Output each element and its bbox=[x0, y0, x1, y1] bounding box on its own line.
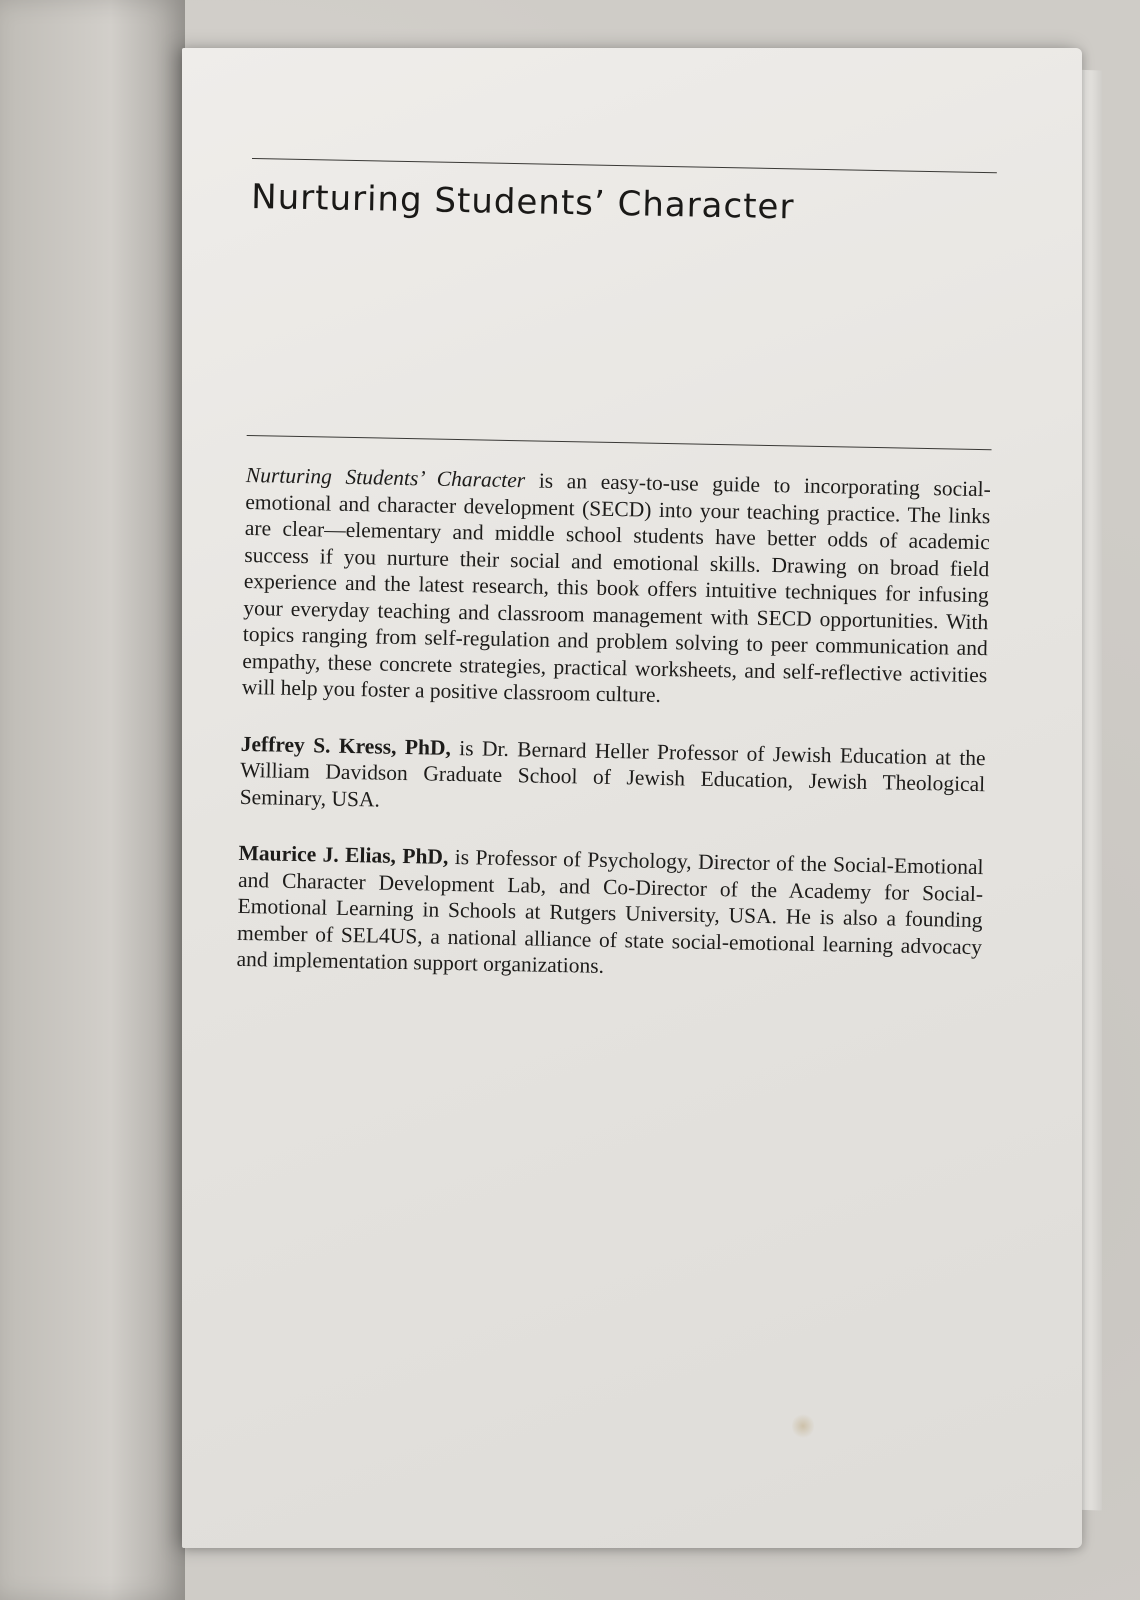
author-bio-text: is Dr. Bernard Heller Professor of Jewish Education at the William Davidson Graduate School of Jewish Education, Jewish Theological Seminary, USA. bbox=[239, 735, 986, 812]
page-title: Nurturing Students’ Character bbox=[250, 176, 795, 228]
description-text: is an easy-to-use guide to incorporating social-emotional and character development (SECD) into your teaching practice. The links are clear—elementary and middle school students have better odds of academic success if you nurture their social and emotional skills. Drawing on broad field experience and the latest research, this book offers intuitive techniques for infusing your everyday teaching and classroom management with SECD opportunities. With topics ranging from self-regulation and problem solving to peer communication and empathy, these concrete strategies, practical worksheets, and self-reflective activities will help you foster a positive classroom culture. bbox=[241, 468, 992, 707]
book-page bbox=[182, 48, 1082, 1548]
book-title-italic: Nurturing Students’ Character bbox=[245, 462, 526, 493]
page-content bbox=[236, 158, 997, 1008]
paper-stain bbox=[792, 1413, 814, 1439]
author-name: Jeffrey S. Kress, PhD, bbox=[240, 731, 452, 760]
book-description bbox=[242, 462, 991, 715]
author-bio-kress bbox=[239, 730, 985, 824]
author-bio-text: is Professor of Psychology, Director of the Social-Emotional and Character Development Lab, and Co-Director of the Academy for Social-Emotional Learning in Schools at Rutgers University, USA. He is also a founding member of SEL4US, a national alliance of state social-emotional learning advocacy and implementation support organizations. bbox=[236, 844, 984, 978]
bottom-rule bbox=[247, 435, 992, 450]
author-name: Maurice J. Elias, PhD, bbox=[238, 840, 449, 869]
left-page bbox=[0, 0, 185, 1600]
author-bio-elias bbox=[236, 840, 983, 987]
top-rule bbox=[252, 158, 997, 173]
